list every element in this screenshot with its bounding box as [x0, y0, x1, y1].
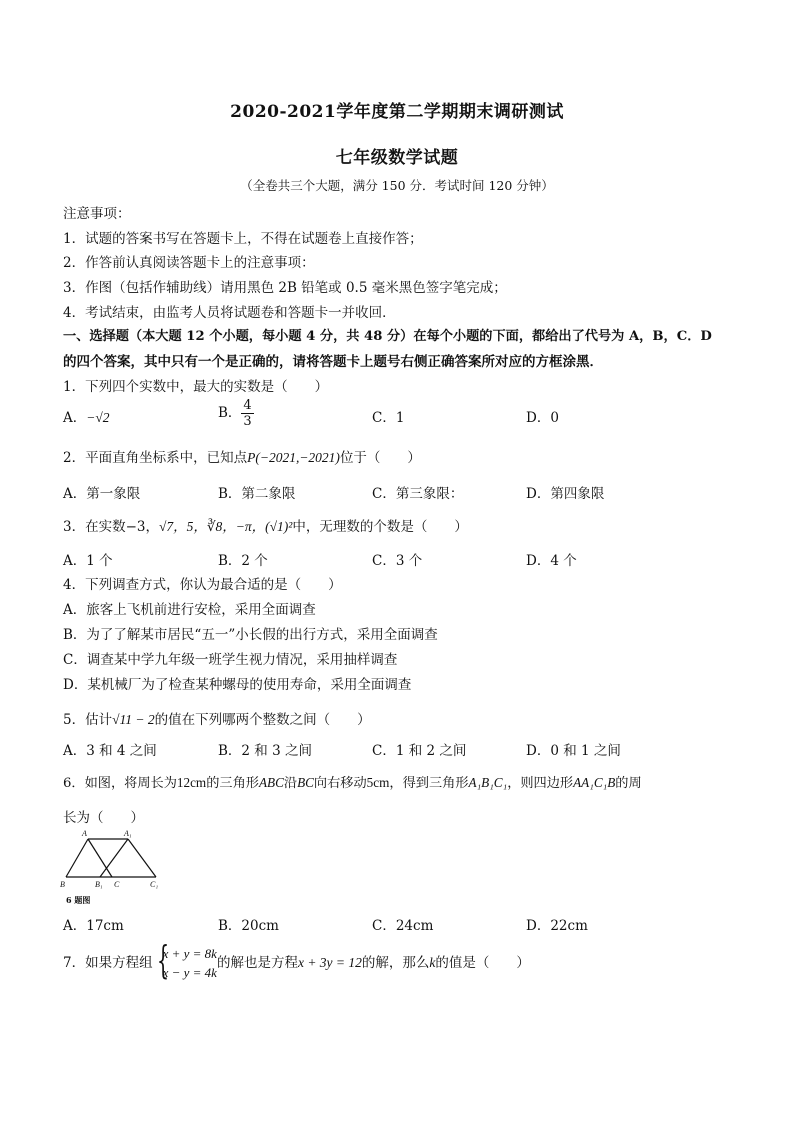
q4-option-a: A．旅客上飞机前进行安检，采用全面调查	[63, 602, 316, 618]
figure-label-b1: B₁	[95, 880, 103, 889]
figure-label-a: A	[82, 829, 87, 838]
note-item: 4．考试结束，由监考人员将试题卷和答题卡一并收回．	[63, 305, 396, 321]
q7-stem	[63, 938, 743, 982]
q6-option-c: C．24cm	[372, 918, 434, 934]
q6-stem-line2: 长为（ ）	[63, 810, 144, 826]
q6-math: BC	[297, 775, 314, 790]
q6-option-b: B．20cm	[218, 918, 279, 934]
q3-option-b: B．2 个	[218, 553, 268, 569]
q1-option-a-math: −√2	[86, 410, 110, 425]
section-heading-line1: 一、选择题（本大题 12 个小题，每小题 4 分，共 48 分）在每个小题的下面，都给出了代号为 A，B，C．D	[63, 329, 712, 344]
q7-stem-k: k	[429, 955, 436, 970]
q5-option-b: B．2 和 3 之间	[218, 743, 312, 759]
q2-stem-post: 位于（ ）	[339, 450, 421, 466]
q7-equation-system	[153, 938, 217, 982]
q2-stem-math: P(−2021,−2021)	[247, 450, 340, 465]
q6-math: ABC	[258, 775, 284, 790]
q5-option-c: C．1 和 2 之间	[372, 743, 467, 759]
q7-stem-mid2: 的解，那么	[361, 955, 430, 971]
q6-text: 的周	[615, 776, 642, 791]
exam-info: （全卷共三个大题，满分 150 分．考试时间 120 分钟）	[240, 178, 554, 193]
note-item: 3．作图（包括作辅助线）请用黑色 2B 铅笔或 0.5 毫米黑色签字笔完成；	[63, 280, 507, 296]
q2-option-d: D．第四象限	[526, 486, 605, 502]
q1-stem: 1．下列四个实数中，最大的实数是（ ）	[63, 379, 329, 395]
q5-stem	[63, 708, 743, 728]
q2-stem	[63, 446, 743, 466]
q5-stem-pre: 5．估计	[63, 712, 113, 728]
q1-option-d: D．0	[526, 410, 559, 426]
q1-option-c: C．1	[372, 410, 405, 426]
fraction-numerator: 4	[243, 398, 252, 413]
q6-figure	[60, 829, 170, 907]
q7-stem-pre: 7．如果方程组	[63, 955, 153, 971]
q7-eq1: x + y = 8k	[162, 946, 217, 961]
q7-stem-math: x + 3y = 12	[297, 955, 362, 970]
exam-title: 2020-2021学年度第二学期期末调研测试	[230, 102, 564, 122]
q5-stem-post: 的值在下列哪两个整数之间（ ）	[154, 712, 371, 728]
q3-stem	[63, 515, 743, 535]
figure-label-c1: C₁	[150, 880, 159, 889]
figure-caption: 6 题图	[66, 895, 91, 905]
q6-text: ，则四边形	[507, 776, 574, 791]
q6-text: 向右移动	[313, 776, 367, 791]
q1-option-b-fraction	[241, 398, 253, 429]
q6-option-a: A．17cm	[63, 918, 124, 934]
fraction-denominator: 3	[243, 414, 252, 429]
q6-math: A₁B₁C₁	[468, 775, 508, 790]
q5-option-a: A．3 和 4 之间	[63, 743, 157, 759]
q3-option-d: D．4 个	[526, 553, 577, 569]
q3-option-a: A．1 个	[63, 553, 113, 569]
q2-stem-pre: 2．平面直角坐标系中，已知点	[63, 450, 248, 466]
q3-option-c: C．3 个	[372, 553, 423, 569]
q5-stem-math: √11 − 2	[112, 712, 155, 727]
q2-option-b: B．第二象限	[218, 486, 296, 502]
notes-heading: 注意事项：	[63, 206, 131, 222]
q3-stem-post: 中，无理数的个数是（ ）	[292, 519, 468, 535]
q6-option-d: D．22cm	[526, 918, 588, 934]
q1-option-b-prefix: B．	[218, 405, 242, 421]
q5-option-d: D．0 和 1 之间	[526, 743, 621, 759]
q4-option-d: D．某机械厂为了检查某种螺母的使用寿命，采用全面调查	[63, 677, 412, 693]
q6-text: 6．如图，将周长为	[63, 776, 177, 791]
q3-stem-math: √7，5，∛8，−π，(√1)²	[159, 519, 293, 534]
q6-math: AA₁C₁B	[573, 775, 616, 790]
q6-text: 的三角形	[206, 776, 259, 791]
q6-math: 5cm	[366, 775, 390, 790]
q2-option-c: C．第三象限：	[372, 486, 464, 502]
section-heading-line2: 的四个答案，其中只有一个是正确的，请将答题卡上题号右侧正确答案所对应的方框涂黑．	[63, 354, 603, 370]
q7-eq2: x − y = 4k	[162, 965, 217, 980]
q1-option-a-prefix: A．	[63, 410, 87, 426]
q6-stem-line1	[63, 772, 743, 791]
note-item: 2．作答前认真阅读答题卡上的注意事项：	[63, 255, 315, 271]
exam-subtitle: 七年级数学试题	[335, 148, 459, 168]
q6-text: 沿	[283, 776, 298, 791]
q7-stem-mid: 的解也是方程	[216, 955, 298, 971]
brace-icon: {	[156, 938, 169, 982]
figure-label-a1: A₁	[124, 829, 132, 838]
q4-stem: 4．下列调查方式，你认为最合适的是（ ）	[63, 577, 342, 593]
q4-option-c: C．调查某中学九年级一班学生视力情况，采用抽样调查	[63, 652, 398, 668]
q1-option-a	[63, 406, 110, 426]
q7-stem-post: 的值是（ ）	[435, 955, 530, 971]
figure-label-c: C	[114, 880, 120, 889]
q2-option-a: A．第一象限	[63, 486, 141, 502]
q3-stem-pre: 3．在实数−3，	[63, 519, 159, 535]
figure-label-b: B	[60, 880, 65, 889]
q4-option-b: B．为了了解某市居民“五一”小长假的出行方式，采用全面调查	[63, 627, 438, 643]
q1-option-b	[218, 398, 254, 429]
note-item: 1．试题的答案书写在答题卡上，不得在试题卷上直接作答；	[63, 231, 423, 247]
q6-math: 12cm	[176, 775, 207, 790]
q6-text: ，得到三角形	[389, 776, 469, 791]
